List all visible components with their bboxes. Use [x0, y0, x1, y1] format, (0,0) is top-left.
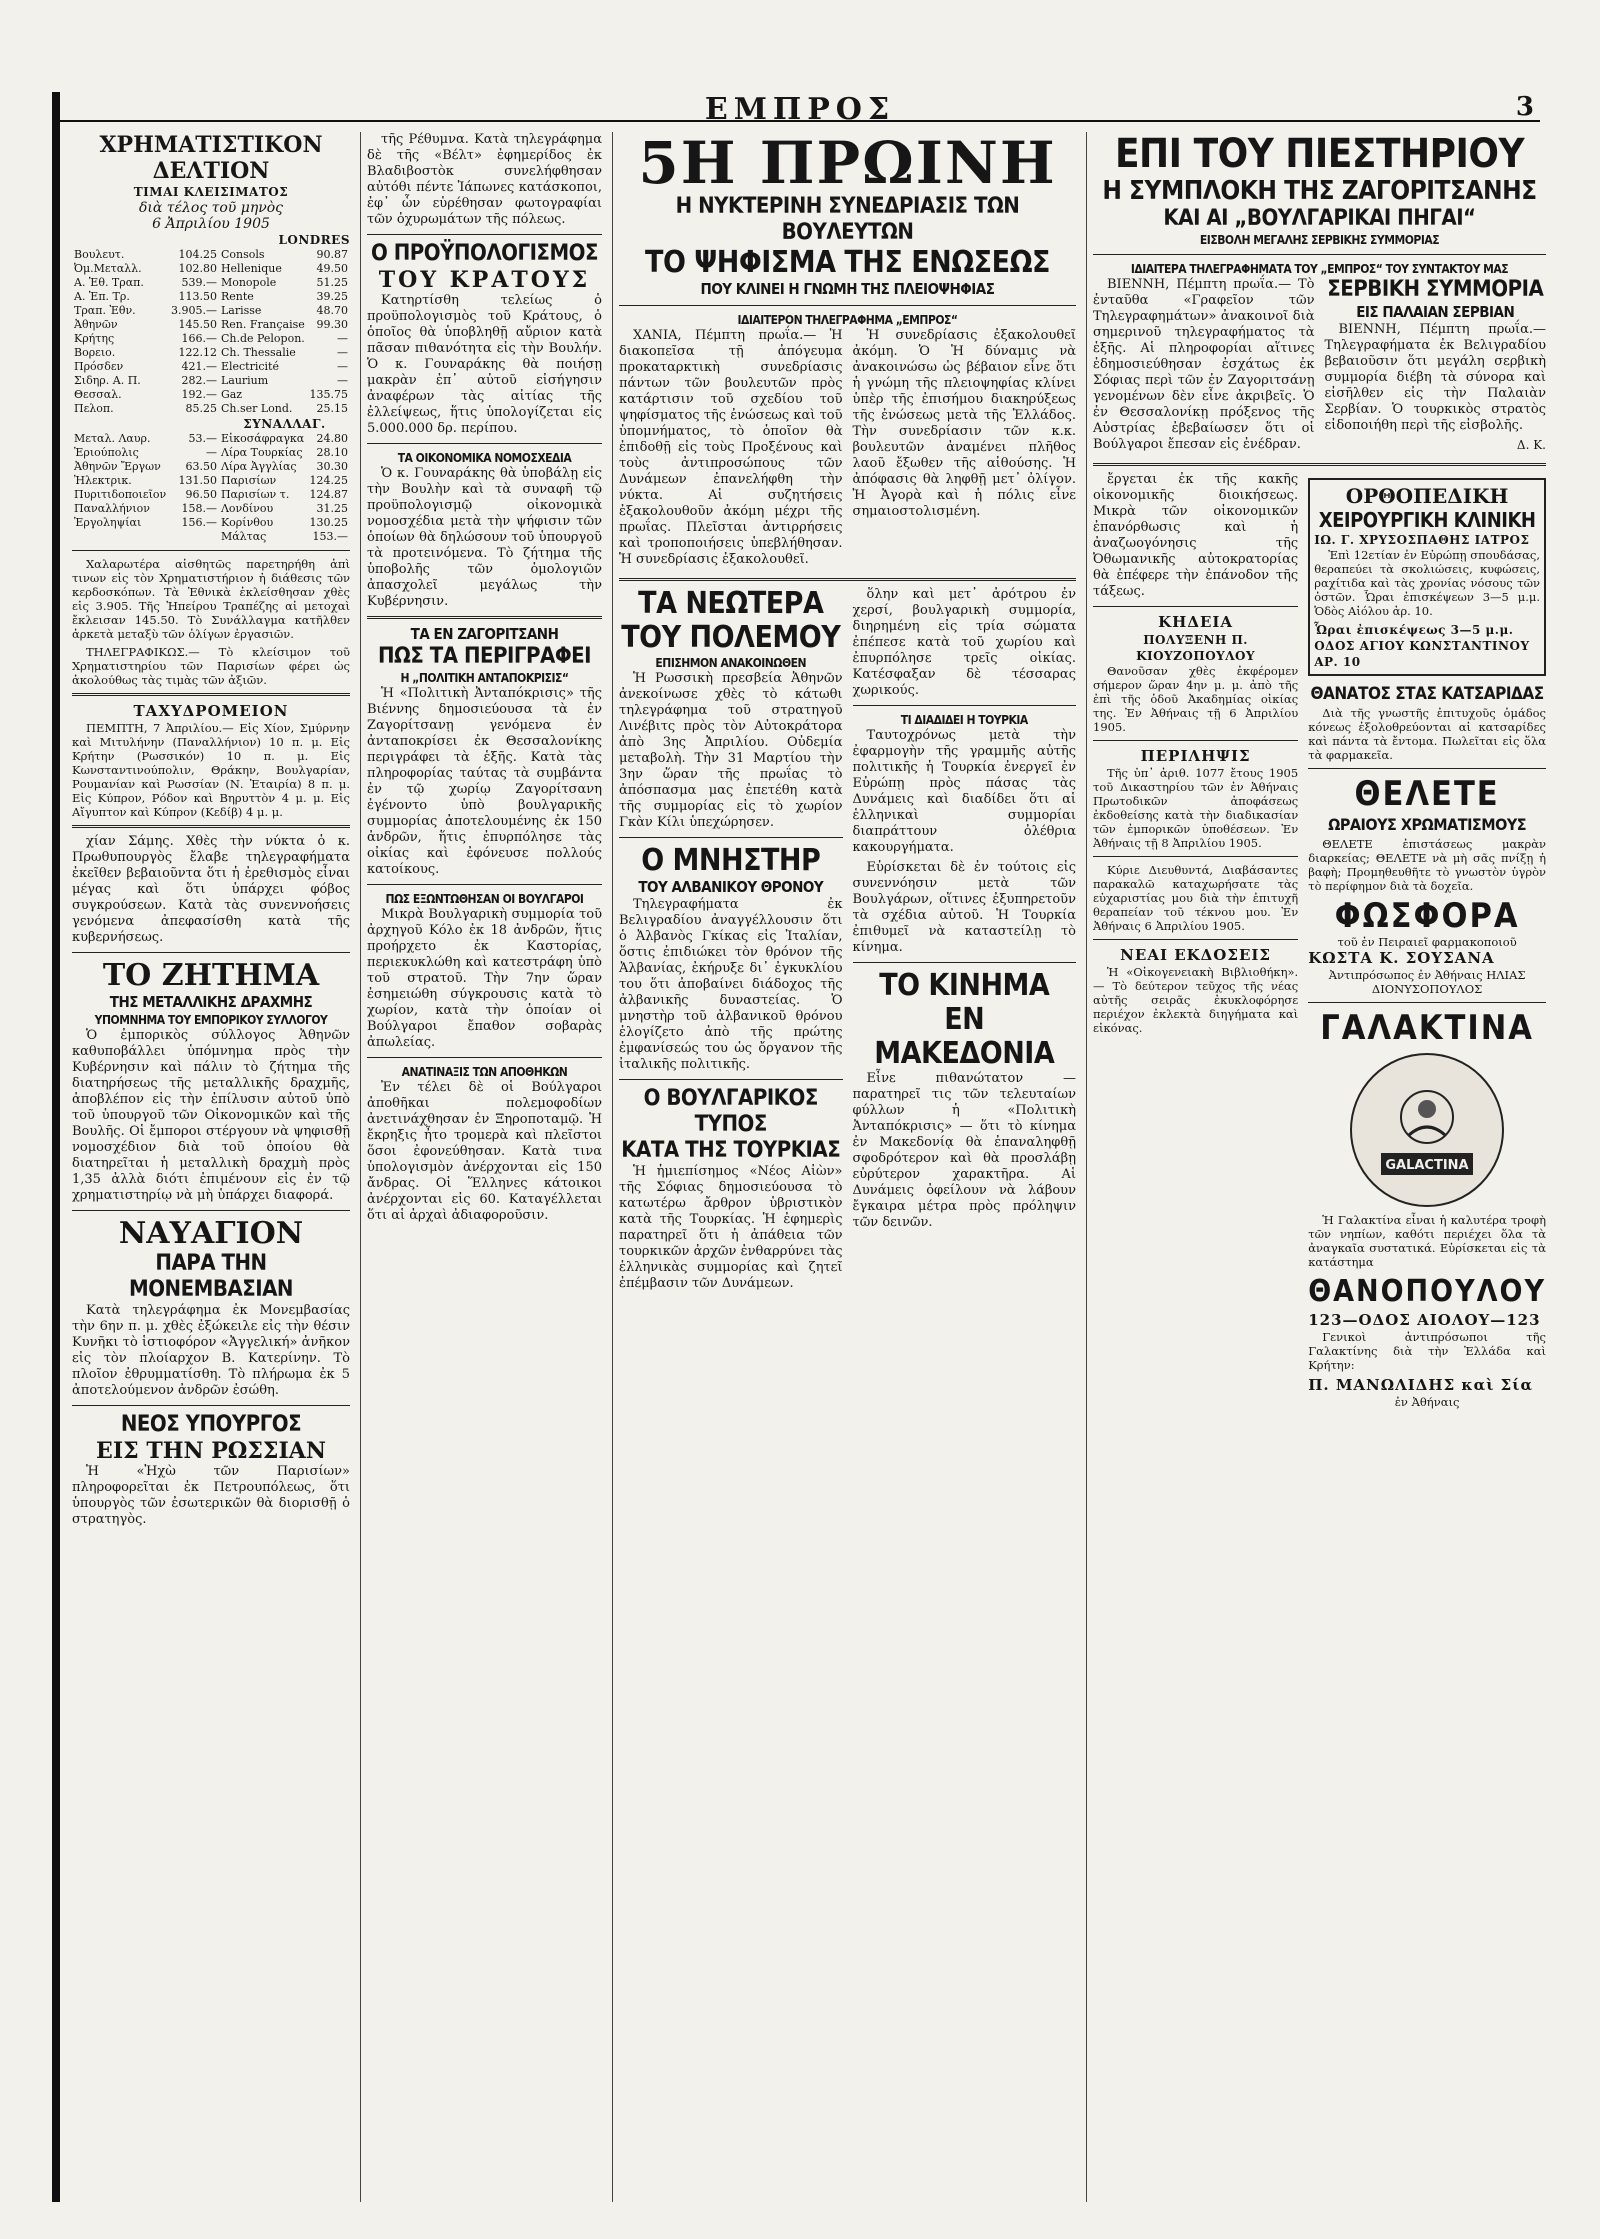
table-row: ΣΥΝΑΛΛΑΓ. — [243, 417, 326, 431]
table-row: Μεταλ. Λαυρ. 53.— Εἰκοσάφραγκα 24.80 — [74, 432, 348, 445]
masthead-title: ΕΜΠΡΟΣ — [704, 92, 896, 127]
lead-subheadline-4: ΙΔΙΑΙΤΕΡΟΝ ΤΗΛΕΓΡΑΦΗΜΑ „ΕΜΠΡΟΣ“ — [737, 313, 958, 327]
zagoritsani-heading-2: ΠΩΣ ΤΑ ΠΕΡΙΓΡΑΦΕΙ — [377, 644, 592, 669]
bulgarians-text: Μικρὰ Βουλγαρικὴ συμμορία τοῦ ἀρχηγοῦ Κόλο ἐκ 18 ἀνδρῶν, ἥτις προήρχετο ἐκ Καστορίας, περιεκυκλώθη καὶ κατεστράφη ὑπὸ τοῦ στρατοῦ. Τὴν 7ην ὥραν ἐσημειώθη σύγκρουσις κατὰ τὸ χωρίον, κατὰ τὴν ὁποίαν οἱ Βούλγαροι ἔπαθον σοβαρὰς ἀπωλείας. — [367, 907, 602, 1050]
col4-text: ἔργεται ἐκ τῆς κακῆς οἰκονομικῆς διοικήσεως. Μικρὰ τῶν οἰκονομικῶν ἐπανόρθωσις καὶ ἡ ἀναζωογόνησις τῆς Ὀθωμανικῆς αὐτοκρατορίας θὰ ἐπέφερε τὴν ἐπάνοδον τῆς τάξεως. — [1093, 472, 1299, 599]
galactina-text: Ἡ Γαλακτίνα εἶναι ἡ καλυτέρα τροφὴ τῶν νηπίων, καθότι περιέχει ὅλα τὰ ἀναγκαῖα συστατικά. Εὑρίσκεται εἰς τὰ κατάστημα — [1308, 1213, 1546, 1269]
galactina-logo — [1350, 1053, 1504, 1207]
bulgarians-heading: ΠΩΣ ΕΞΩΝΤΩΘΗΣΑΝ ΟΙ ΒΟΥΛΓΑΡΟΙ — [385, 892, 584, 906]
table-row: Σιδηρ. Α. Π. 282.— Laurium — — [74, 374, 348, 387]
press-room-subheadline: Η ΣΥΜΠΛΟΚΗ ΤΗΣ ΖΑΓΟΡΙΤΣΑΝΗΣ — [1102, 176, 1537, 206]
table-row: Ὀμ.Μεταλλ. 102.80 Hellenique 49.50 — [74, 262, 348, 275]
lead-subheadline: Η ΝΥΚΤΕΡΙΝΗ ΣΥΝΕΔΡΙΑΣΙΣ ΤΩΝ ΒΟΥΛΕΥΤΩΝ — [675, 194, 1020, 245]
eco-text: Ὁ κ. Γουναράκης θὰ ὑποβάλῃ εἰς τὴν Βουλὴν καὶ τὰ συναφῆ τῷ προϋπολογισμῷ οἰκονομικὰ νομοσχέδια μετὰ τὴν ψήφισιν τῶν ὁποίων θὰ δηλώσουν τοῦ ὑπουργοῦ τὰ προτεινόμενα. Τὸ ζήτημα τῆς ὑποβολῆς τῶν ὁμολογιῶν ἀπασχολεῖ μεγάλως τὴν Κυβέρνησιν. — [367, 466, 602, 609]
turkey-text: Ταυτοχρόνως μετὰ τὴν ἐφαρμογὴν τῆς γραμμῆς αὐτῆς πολιτικῆς ἡ Τουρκία ἐνεργεῖ ἐν Εὐρώπῃ πρὸς πάσας τὰς Δυνάμεις καὶ διαδίδει ὅτι αἱ ἑλληνικαὶ συμμορίαι διαπράττουν ὀλέθρια κακουργήματα. — [852, 728, 1076, 855]
macedonia-text: Εἶνε πιθανώτατον — παρατηρεῖ τις τῶν τελευταίων φύλλων ἡ «Πολιτικὴ Ἀνταπόκρισις» — ὅτι τὸ κίνημα ἐν Μακεδονίᾳ θὰ ἐπαναληφθῇ σφοδρότερον καὶ θὰ προσλάβῃ εὐρύτερον χαρακτῆρα. Αἱ Δυνάμεις ὀφείλουν νὰ λάβουν ἔγκαιρα μέτρα πρὸς πρόληψιν τῶν δεινῶν. — [852, 1071, 1076, 1230]
blurb-text: χίαν Σάμης. Χθὲς τὴν νύκτα ὁ κ. Πρωθυπουργὸς ἔλαβε τηλεγραφήματα ἐκεῖθεν βεβαιοῦντα ὅτι ἡ ἐρεθισμὸς εἶναι μέγας καὶ ὅτι ὑπάρχει φόβος συγκρούσεων. Κατὰ τὰς συνεννοήσεις γενόμενα ἀπεφασίσθη κατὰ τῆς κυβερνήσεως. — [72, 834, 350, 945]
lead-text: ΧΑΝΙΑ, Πέμπτη πρωΐα.— Ἡ διακοπεῖσα τῇ ἀπόγευμα προκαταρκτικὴ συνεδρίασις πάντων τῶν βουλευτῶν πρὸς κατάρτισιν τοῦ σχεδίου τοῦ ψηφίσματος τῆς ἐνώσεως καὶ τοῦ ὑπομνήματος, τὸ ὁποῖον θὰ ἐπιδοθῇ εἰς τοὺς Προξένους καὶ τοὺς ἀντιπροσώπους τῶν Δυνάμεων ἐπανελήφθη τὴν νύκτα. Αἱ συζητήσεις ἐξακολουθοῦν ἀκόμη μέχρι τῆς πρωΐας. Πλεῖσται ἀντιρρήσεις καὶ τροποποιήσεις ὑπεβλήθησαν. Ἡ συνεδρίασις ἐξακολουθεῖ. — [619, 328, 843, 567]
table-row: Παναλλήνιον 158.— Λονδίνου 31.25 — [74, 502, 348, 515]
galactina-heading: ΓΑΛΑΚΤΙΝΑ — [1320, 1008, 1534, 1048]
lead-subheadline-2: ΤΟ ΨΗΦΙΣΜΑ ΤΗΣ ΕΝΩΣΕΩΣ — [645, 245, 1050, 280]
table-row: Ἐργοληψίαι 156.— Κορίνθου 130.25 — [74, 516, 348, 529]
press-room-subheadline-2: ΚΑΙ ΑΙ „ΒΟΥΛΓΑΡΙΚΑΙ ΠΗΓΑΙ“ — [1163, 206, 1476, 231]
clinic-ad — [1308, 478, 1546, 676]
table-row: Τραπ. Ἐθν. 3.905.— Larisse 48.70 — [74, 304, 348, 317]
svg-text:GALACTINA: GALACTINA — [1385, 1158, 1469, 1173]
albania-heading-2: ΤΟΥ ΑΛΒΑΝΙΚΟΥ ΘΡΟΝΟΥ — [638, 878, 824, 896]
column-3 — [612, 132, 1082, 2202]
war-subheading: ΕΠΙΣΗΜΟΝ ΑΝΑΚΟΙΝΩΘΕΝ — [655, 656, 807, 670]
shipwreck-heading-2: ΠΑΡΑ ΤΗΝ ΜΟΝΕΜΒΑΣΙΑΝ — [129, 1251, 293, 1302]
funeral-name: ΠΟΛΥΞΕΝΗ Π. ΚΙΟΥΖΟΠΟΥΛΟΥ — [1136, 633, 1256, 663]
masthead — [60, 92, 1540, 127]
prices-date: 6 Ἀπριλίου 1905 — [152, 216, 270, 232]
paint-heading: ΘΕΛΕΤΕ — [1354, 774, 1500, 814]
notice-text: Τῆς ὑπ᾽ ἀριθ. 1077 ἔτους 1905 τοῦ Δικαστηρίου τῶν ἐν Ἀθήναις Πρωτοδικῶν ἀποφάσεως ἐκδοθείσης κατὰ τὴν διαδικασίαν τῶν ἐμπορικῶν ὑποθέσεων. Ἐν Ἀθήναις τῇ 8 Ἀπριλίου 1905. — [1093, 766, 1299, 850]
press-heading-2: ΚΑΤΑ ΤΗΣ ΤΟΥΡΚΙΑΣ — [621, 1138, 841, 1163]
rates-header: LONDRES — [278, 233, 350, 247]
funeral-heading: ΚΗΔΕΙΑ — [1158, 613, 1234, 631]
section-heading-stock: ΧΡΗΜΑΤΙΣΤΙΚΟΝ ΔΕΛΤΙΟΝ — [99, 132, 323, 184]
war-heading-2: ΤΟΥ ΠΟΛΕΜΟΥ — [621, 620, 841, 655]
paint-heading-2: ΩΡΑΙΟΥΣ ΧΡΩΜΑΤΙΣΜΟΥΣ — [1328, 815, 1527, 834]
budget-text: Κατηρτίσθη τελείως ὁ προϋπολογισμὸς τοῦ Κράτους, ὁ ὁποῖος θὰ ὑποβληθῇ αὔριον κατὰ πᾶσαν πιθανότητα εἰς τὴν Βουλήν. Ὁ κ. Γουναράκης θὰ ποιήσῃ μακρὰν ἐπ᾽ αὐτοῦ εἰσήγησιν ἀναφέρων τὰς αἰτίας τῆς ἐλλείψεως, ἥτις ὑπολογίζεται εἰς 5.000.000 δρ. περίπου. — [367, 293, 602, 436]
table-row: Βουλευτ. 104.25 Consols 90.87 — [74, 248, 348, 261]
war-heading: ΤΑ ΝΕΩΤΕΡΑ — [638, 586, 824, 621]
serbian-text: ΒΙΕΝΝΗ, Πέμπτη πρωΐα.— Τηλεγραφήματα ἐκ Βελιγραδίου βεβαιοῦσιν ὅτι μεγάλη σερβικὴ συμμορία διέβη τὰ σύνορα καὶ εἰσῆλθεν εἰς τὴν Παλαιὰν Σερβίαν. Ὁ τουρκικὸς στρατὸς εἰδοποιήθη περὶ τῆς εἰσβολῆς. — [1324, 322, 1546, 433]
clinic-address: ΟΔΟΣ ΑΓΙΟΥ ΚΩΝΣΤΑΝΤΙΝΟΥ ΑΡ. 10 — [1314, 639, 1530, 669]
depots-text: Ἐν τέλει δὲ οἱ Βούλγαροι ἀποθῆκαι πολεμοφοδίων ἀνετινάχθησαν ἐν Ξηροποταμῷ. Ἡ ἔκρηξις ἦτο τρομερὰ καὶ πλεῖστοι ὅσοι ἐφονεύθησαν. Κατὰ τινα ὑπολογισμὸν ἀνέρχονται εἰς 150 ἄνδρας. Οἱ Ἕλληνες κάτοικοι ἀνέρχονται εἰς 60. Καταγέλλεται ὅτι αἱ ἀρχαὶ ἀδιαφοροῦσιν. — [367, 1080, 602, 1223]
table-row: Ἐριούπολις — Λίρα Τουρκίας 28.10 — [74, 446, 348, 459]
press-text: Ἡ ἡμιεπίσημος «Νέος Αἰὼν» τῆς Σόφιας δημοσιεύουσα τὸ κατωτέρω ἄρθρον ὑβριστικὸν κατὰ τῆς Τουρκίας. Ἡ ἐφημερὶς παρατηρεῖ ὅτι ἡ ἀπάθεια τῶν τουρκικῶν ἀρχῶν ἐνθαρρύνει τὰς ἑλληνικὰς συμμορίας καὶ ζητεῖ ἐπέμβασιν τῶν Δυνάμεων. — [619, 1164, 843, 1291]
letter-text: Κύριε Διευθυντά, Διαβάσαντες παρακαλῶ καταχωρήσατε τὰς εὐχαριστίας μου διὰ τὴν ἐπιτυχῆ θεραπείαν τοῦ τέκνου μου. Ἐν Ἀθήναις 6 Ἀπριλίου 1905. — [1093, 863, 1299, 933]
lead-headline: 5Η ΠΡΩΙΝΗ — [638, 132, 1057, 197]
serbian-heading-2: ΕΙΣ ΠΑΛΑΙΑΝ ΣΕΡΒΙΑΝ — [1356, 303, 1515, 321]
rates-table — [72, 248, 350, 544]
market-report: Χαλαρωτέρα αἰσθητῶς παρετηρήθη ἀπὶ τινων εἰς τὸν Χρηματιστήριον ἡ διάθεσις τῶν κερδοσκόπων. Τὰ Ἐθνικὰ ἐκλείσθησαν χθὲς εἰς 3.905. Τῆς Ἠπείρου Τραπέζης αἱ μετοχαὶ ἔκλεισαν 145.50. Τὸ Συνάλλαγμα κατῆλθεν ἀρκετὰ μεταξὺ τῶν ὁλίγων ἐργασιῶν. — [72, 557, 350, 641]
table-row: Α. Ἐθ. Τραπ. 539.— Monopole 51.25 — [74, 276, 348, 289]
post-text: ΠΕΜΠΤΗ, 7 Ἀπριλίου.— Εἰς Χίον, Σμύρνην καὶ Μιτυλήνην (Παναλλήνιον) 10 π. μ. Εἰς Κρήτην (Ρωσσικόν) 10 π. μ. Εἰς Κωνσταντινούπολιν, Θράκην, Βουλγαρίαν, Ρουμανίαν καὶ Ρωσσίαν (Ν. Ἑταιρία) 8 π. μ. Εἰς Κύπρον, Ρόδον καὶ Βηρυττὸν 4 μ. μ. Εἰς Αἴγυπτον καὶ Κύπρον (Κεδίβ) 4 μ. μ. — [72, 721, 350, 819]
press-room-headline: ΕΠΙ ΤΟΥ ΠΙΕΣΤΗΡΙΟΥ — [1114, 132, 1525, 177]
drachma-text: Ὁ ἐμπορικὸς σύλλογος Ἀθηνῶν καθυποβάλλει ὑπόμνημα πρὸς τὴν Κυβέρνησιν καὶ πάλιν τὸ ζήτημα τῆς διατηρήσεως τῆς μεταλλικῆς δραχμῆς, ἀποβλέπον εἰς τὴν ἐπίλυσιν αὐτοῦ ὑπὸ τοῦ ὑπουργοῦ τῶν Οἰκονομικῶν καὶ τῆς Βουλῆς. Οἱ ἔμποροι στέργουν νὰ ψηφισθῇ νομοσχέδιον διὰ τοῦ ὁποίου θὰ διατηρεῖται ἡ μεταλλικὴ δραχμὴ πρὸς 1,35 ἀλλὰ διότι ἐπιμένουν εἰς ἐν τῷ χρηματιστηρίῳ νὰ μὴ ὑπάρχει διαφορά. — [72, 1028, 350, 1203]
shipwreck-heading: ΝΑΥΑΓΙΟΝ — [118, 1216, 304, 1251]
war-text-2: ὅλην καὶ μετ᾽ ἀρότρου ἐν χερσί, βουλγαρικὴ συμμορία, διηρημένη εἰς τρία σώματα ἐπέπεσε κατὰ τοῦ χωρίου καὶ ἐπυρπόλησε τρεῖς οἰκίας. Κατέσφαξαν δὲ τέσσαρας χωρικούς. — [852, 587, 1076, 698]
books-heading: ΝΕΑΙ ΕΚΔΟΣΕΙΣ — [1120, 946, 1272, 964]
post-heading: ΤΑΧΥΔΡΟΜΕΙΟΝ — [133, 702, 289, 720]
thanopoulou-agent: Π. ΜΑΝΩΛΙΔΗΣ καὶ Σία — [1308, 1376, 1534, 1394]
table-row: Ἀθηνῶν 145.50 Ren. Française 99.30 — [74, 318, 348, 331]
signature: Δ. Κ. — [1516, 438, 1546, 452]
table-row: Α. Ἐπ. Τρ. 113.50 Rente 39.25 — [74, 290, 348, 303]
drachma-subheading: ΥΠΟΜΝΗΜΑ ΤΟΥ ΕΜΠΟΡΙΚΟΥ ΣΥΛΛΟΓΟΥ — [94, 1013, 328, 1027]
table-row: Ἀθηνῶν Ἔργων 63.50 Λίρα Ἀγγλίας 30.30 — [74, 460, 348, 473]
phosphora-heading: ΦΩΣΦΟΡΑ — [1334, 896, 1520, 936]
table-row: Πρόσδεν 421.— Electricité — — [74, 360, 348, 373]
galactina-logo-icon — [1367, 1075, 1487, 1185]
column-2 — [360, 132, 608, 2202]
col4-top — [1093, 277, 1546, 457]
zagoritsani-heading-3: Η „ΠΟΛΙΤΙΚΗ ΑΝΤΑΠΟΚΡΙΣΙΣ“ — [400, 671, 569, 685]
clinic-hours: Ὧραι ἐπισκέψεως 3—5 μ.μ. — [1314, 623, 1514, 637]
albania-text: Τηλεγραφήματα ἐκ Βελιγραδίου ἀναγγέλλουσιν ὅτι ὁ Ἀλβανὸς Γκίκας εἰς Ἰταλίαν, ὅστις ἐπιδιώκει τὸν θρόνον τῆς Ἀλβανίας, ἐκήρυξε δι᾽ ἐγκυκλίου του ὅτι ἀποβαίνει διάδοχος τῆς ἀλβανικῆς δυναστείας. Ὁ μνηστὴρ τοῦ ἀλβανικοῦ θρόνου ἐλογίζετο ἀπὸ τῆς πρώτης ἐμφανίσεώς του ὡς ὄργανον τῆς ἰταλικῆς πολιτικῆς. — [619, 897, 843, 1072]
clinic-title-2: ΧΕΙΡΟΥΡΓΙΚΗ ΚΛΙΝΙΚΗ — [1318, 508, 1536, 532]
col4-lower — [1093, 472, 1546, 1409]
page-edge-rule — [52, 92, 60, 2202]
lead-body — [619, 328, 1076, 572]
albania-heading: Ο ΜΝΗΣΤΗΡ — [641, 843, 821, 878]
table-row: Πελοπ. 85.25 Ch.ser Lond. 25.15 — [74, 402, 348, 415]
prices-title: ΤΙΜΑΙ ΚΛΕΙΣΙΜΑΤΟΣ — [133, 185, 289, 199]
press-room-subheadline-3: ΕΙΣΒΟΛΗ ΜΕΓΑΛΗΣ ΣΕΡΒΙΚΗΣ ΣΥΜΜΟΡΙΑΣ — [1199, 233, 1440, 247]
paint-text: ΘΕΛΕΤΕ ἐπιστάσεως μακρὰν διαρκείας; ΘΕΛΕΤΕ νὰ μὴ σᾶς πνίξῃ ἡ βαφὴ; Προμηθευθῆτε τὸ γνωστὸν ὑγρὸν τὸ περίφημον διὰ τὰ δοχεῖα. — [1308, 837, 1546, 893]
clinic-text: Ἐπὶ 12ετίαν ἐν Εὐρώπῃ σπουδάσας, θεραπεύει τὰ σκολιώσεις, κυφώσεις, ραχίτιδα καὶ τὰς χρονίας νόσους τῶν ὀστῶν. Ὧραι ἐπισκέψεων 3—5 μ.μ. Ὁδὸς Αἰόλου ἀρ. 10. — [1314, 548, 1540, 618]
lead-subheadline-3: ΠΟΥ ΚΛΙΝΕΙ Η ΓΝΩΜΗ ΤΗΣ ΠΛΕΙΟΨΗΦΙΑΣ — [700, 280, 995, 298]
phosphora-text: τοῦ ἐν Πειραιεῖ φαρμακοποιοῦ — [1337, 935, 1517, 949]
zagoritsani-heading: ΤΑ ΕΝ ΖΑΓΟΡΙΤΣΑΝΗ — [410, 625, 559, 643]
macedonia-heading-2: ΕΝ ΜΑΚΕΔΟΝΙΑ — [874, 1002, 1055, 1071]
prices-subtitle: διὰ τέλος τοῦ μηνὸς — [138, 200, 284, 216]
turkey-heading: ΤΙ ΔΙΑΔΙΔΕΙ Η ΤΟΥΡΚΙΑ — [900, 713, 1028, 727]
books-text: Ἡ «Οἰκογενειακὴ Βιβλιοθήκη».— Τὸ δεύτερον τεῦχος τῆς νέας αὐτῆς σειρᾶς ἐκυκλοφόρησε περιέχον ἐκλεκτὰ διηγήματα καὶ εἰκόνας. — [1093, 965, 1299, 1035]
lead-text-2: Ἡ συνεδρίασις ἐξακολουθεῖ ἀκόμη. Ὁ Ἡ δύναμις νὰ ἀνακοινώσω ὡς βέβαιον εἶνε ὅτι ἡ γνώμη τῆς πλειοψηφίας κλίνει ὑπὲρ τῆς ἐπισήμου διακηρύξεως τῆς ἐνώσεως μετὰ τῆς Ἑλλάδος. Τὴν συνεδρίασιν τῶν κ.κ. βουλευτῶν ἀναμένει πλῆθος λαοῦ ἔξωθεν τῆς αἰθούσης. Ἡ ἀπόφασις θὰ ληφθῇ μετ᾽ ὀλίγον. Ἡ Ἀγορὰ καὶ ἡ πόλις εἶνε σημαιοστολισμένη. — [852, 328, 1076, 519]
drachma-heading-2: ΤΗΣ ΜΕΤΑΛΛΙΚΗΣ ΔΡΑΧΜΗΣ — [109, 993, 313, 1011]
press-room-subheadline-4: ΙΔΙΑΙΤΕΡΑ ΤΗΛΕΓΡΑΦΗΜΑΤΑ ΤΟΥ „ΕΜΠΡΟΣ“ ΤΟΥ ΣΥΝΤΑΚΤΟΥ ΜΑΣ — [1130, 262, 1509, 276]
notice-heading: ΠΕΡΙΛΗΨΙΣ — [1140, 747, 1251, 765]
phosphora-agent: Ἀντιπρόσωπος ἐν Ἀθήναις ΗΛΙΑΣ ΔΙΟΝΥΣΟΠΟΥΛΟΣ — [1328, 968, 1526, 996]
table-row: Πυριτιδοποιεῖον 96.50 Παρισίων τ. 124.87 — [74, 488, 348, 501]
table-row: Μάλτας 153.— — [220, 530, 348, 543]
clinic-doctor: ΙΩ. Γ. ΧΡΥΣΟΣΠΑΘΗΣ ΙΑΤΡΟΣ — [1314, 533, 1530, 547]
funeral-text: Θανοῦσαν χθὲς ἐκφέρομεν σήμερον ὥραν 4ην μ. μ. ἀπὸ τῆς ἐπὶ τῆς ὁδοῦ Ἀκαδημίας οἰκίας της. Ἐν Ἀθήναις τῇ 6 Ἀπριλίου 1905. — [1093, 664, 1299, 734]
depots-heading: ΑΝΑΤΙΝΑΞΙΣ ΤΩΝ ΑΠΟΘΗΚΩΝ — [401, 1065, 568, 1079]
albania-text-2: Εὑρίσκεται δὲ ἐν τούτοις εἰς συνεννόησιν μετὰ τῶν Βουλγάρων, οἵτινες ἐξυπηρετοῦν τὰ σχέδια αὐτοῦ. Ἡ Τουρκία ἐπιθυμεῖ νὰ καταστείλῃ τὸ κίνημα. — [852, 860, 1076, 955]
serbian-heading: ΣΕΡΒΙΚΗ ΣΥΜΜΟΡΙΑ — [1327, 277, 1544, 302]
table-row: Βορειο. 122.12 Ch. Thessalie — — [74, 346, 348, 359]
minister-text: Ἡ «Ἠχὼ τῶν Παρισίων» πληροφορεῖται ἐκ Πετρουπόλεως, ὅτι ὑπουργὸς τῶν ἐσωτερικῶν θὰ διορισθῇ ὁ στρατηγὸς. — [72, 1464, 350, 1527]
budget-heading: Ο ΠΡΟΫΠΟΛΟΓΙΣΜΟΣ — [371, 241, 598, 266]
thanopoulou-city: ἐν Ἀθήναις — [1394, 1395, 1460, 1409]
clinic-title: ΟΡΘΟΠΕΔΙΚΗ — [1345, 484, 1509, 508]
shipwreck-text: Κατὰ τηλεγράφημα ἐκ Μονεμβασίας τὴν 6ην π. μ. χθὲς ἐξώκειλε εἰς τὴν θέσιν Κυνῆκι τὸ ἱστιοφόρον «Ἀγγελική» ἀνῆκον εἰς τὸν πλοίαρχον Β. Κατερίνην. Τὸ πλοῖον ἐθρυμματίσθη. Τὸ πλήρωμα ἐκ 5 ἀποτελούμενον ἀνδρῶν ἐσώθη. — [72, 1303, 350, 1398]
thanopoulou-text: Γενικοὶ ἀντιπρόσωποι τῆς Γαλακτίνης διὰ τὴν Ἑλλάδα καὶ Κρήτην: — [1308, 1330, 1546, 1372]
intro-text: τῆς Ρέθυμνα. Κατὰ τηλεγράφημα δὲ τῆς «Βέλτ» ἐφημερίδος ἐκ Βλαδιβοστὸκ συνελήφθησαν αὐτόθι πέντε Ἰάπωνες κατάσκοποι, ἐφ᾽ ὧν εὑρέθησαν φωτογραφίαι τῶν ὀχυρωμάτων τῆς πόλεως. — [367, 132, 602, 227]
drachma-heading: ΤΟ ΖΗΤΗΜΑ — [102, 958, 320, 993]
col3-lower — [619, 587, 1076, 1296]
minister-heading-2: ΕΙΣ ΤΗΝ ΡΩΣΣΙΑΝ — [96, 1438, 326, 1464]
macedonia-heading: ΤΟ ΚΙΝΗΜΑ — [879, 968, 1050, 1003]
table-row: Θεσσαλ. 192.— Gaz 135.75 — [74, 388, 348, 401]
page-number: 3 — [1515, 92, 1540, 122]
eco-heading: ΤΑ ΟΙΚΟΝΟΜΙΚΑ ΝΟΜΟΣΧΕΔΙΑ — [397, 451, 572, 465]
roach-heading: ΘΑΝΑΤΟΣ ΣΤΑΣ ΚΑΤΣΑΡΙΔΑΣ — [1310, 684, 1544, 704]
press-room-text: ΒΙΕΝΝΗ, Πέμπτη πρωΐα.— Τὸ ἐνταῦθα «Γραφεῖον τῶν Τηλεγραφημάτων» ἀνακοινοῖ διὰ σημερινοῦ τηλεγραφήματος τὰ ἑξῆς. Αἱ πληροφορίαι αἵτινες ἐδημοσιεύθησαν ἐσχάτως ἐκ Σόφιας περὶ τῶν ἐν Ζαγοριτσάνῃ γενομένων δὲν εἶνε ἀκριβεῖς. Ὁ ἐν Θεσσαλονίκῃ πρόξενος τῆς Αὐστρίας ἐβεβαίωσεν ὅτι οἱ Βούλγαροι ἔπεσαν εἰς ἐνέδραν. — [1093, 277, 1315, 452]
column-1 — [66, 132, 356, 2202]
war-text: Ἡ Ρωσσικὴ πρεσβεία Ἀθηνῶν ἀνεκοίνωσε χθὲς τὸ κάτωθι τηλεγράφημα τοῦ στρατηγοῦ Λινέβιτς πρὸς τὸν Αὐτοκράτορα ἀπὸ 3ης Ἀπριλίου. Οὐδεμία μεταβολὴ. Τὴν 31 Μαρτίου τὴν 3ην ὥραν τῆς πρωΐας τὸ ἀπόσπασμα μας ἐπετέθη κατὰ τῆς συμμορίας εἰς τὸ χωρίον Γκὰν Κίλι ὑπεχώρησεν. — [619, 671, 843, 830]
budget-heading-2: ΤΟΥ ΚΡΑΤΟΥΣ — [378, 267, 591, 293]
thanopoulou-address: 123—ΟΔΟΣ ΑΙΟΛΟΥ—123 — [1308, 1311, 1541, 1329]
minister-heading: ΝΕΟΣ ΥΠΟΥΡΓΟΣ — [120, 1412, 302, 1437]
roach-text: Διὰ τῆς γνωστῆς ἐπιτυχοῦς ὁμάδος κόνεως ἐξολοθρεύονται αἱ κατσαρίδες καὶ πάντα τὰ ἔντομα. Πωλεῖται εἰς ὅλα τὰ φαρμακεῖα. — [1308, 706, 1546, 762]
phosphora-name: ΚΩΣΤΑ Κ. ΣΟΥΣΑΝΑ — [1308, 949, 1495, 967]
thanopoulou-name: ΘΑΝΟΠΟΥΛΟΥ — [1308, 1274, 1546, 1309]
table-row: Ἠλεκτρικ. 131.50 Παρισίων 124.25 — [74, 474, 348, 487]
telegraph-report: ΤΗΛΕΓΡΑΦΙΚΩΣ.— Τὸ κλείσιμον τοῦ Χρηματιστηρίου τῶν Παρισίων φέρει ὡς ἀκολούθως τὰς τιμὰς τῶν ἀξιῶν. — [72, 645, 350, 687]
table-row: Κρήτης 166.— Ch.de Pelopon. — — [74, 332, 348, 345]
zagoritsani-text: Ἡ «Πολιτικὴ Ἀνταπόκρισις» τῆς Βιέννης δημοσιεύουσα τὰ ἐν Ζαγορίτσανῃ γενόμενα ἐν ἀνταποκρίσει ἐκ Θεσσαλονίκης περιγράφει τὰ ἑξῆς. Κατὰ τὰς πληροφορίας ταύτας τὰ συμβάντα ἐν τῷ χωρίῳ Ζαγορίτσανη ἐγένοντο ὑπὸ βουλγαρικῆς συμμορίας ἀποτελουμένης ἐκ 150 ἀνδρῶν, ἥτις ἐπυρπόλησε τὰς οἰκίας καὶ ἐφόνευσε πολλούς κατοίκους. — [367, 686, 602, 877]
press-heading: Ο ΒΟΥΛΓΑΡΙΚΟΣ ΤΥΠΟΣ — [643, 1086, 818, 1137]
column-4 — [1086, 132, 1552, 2202]
